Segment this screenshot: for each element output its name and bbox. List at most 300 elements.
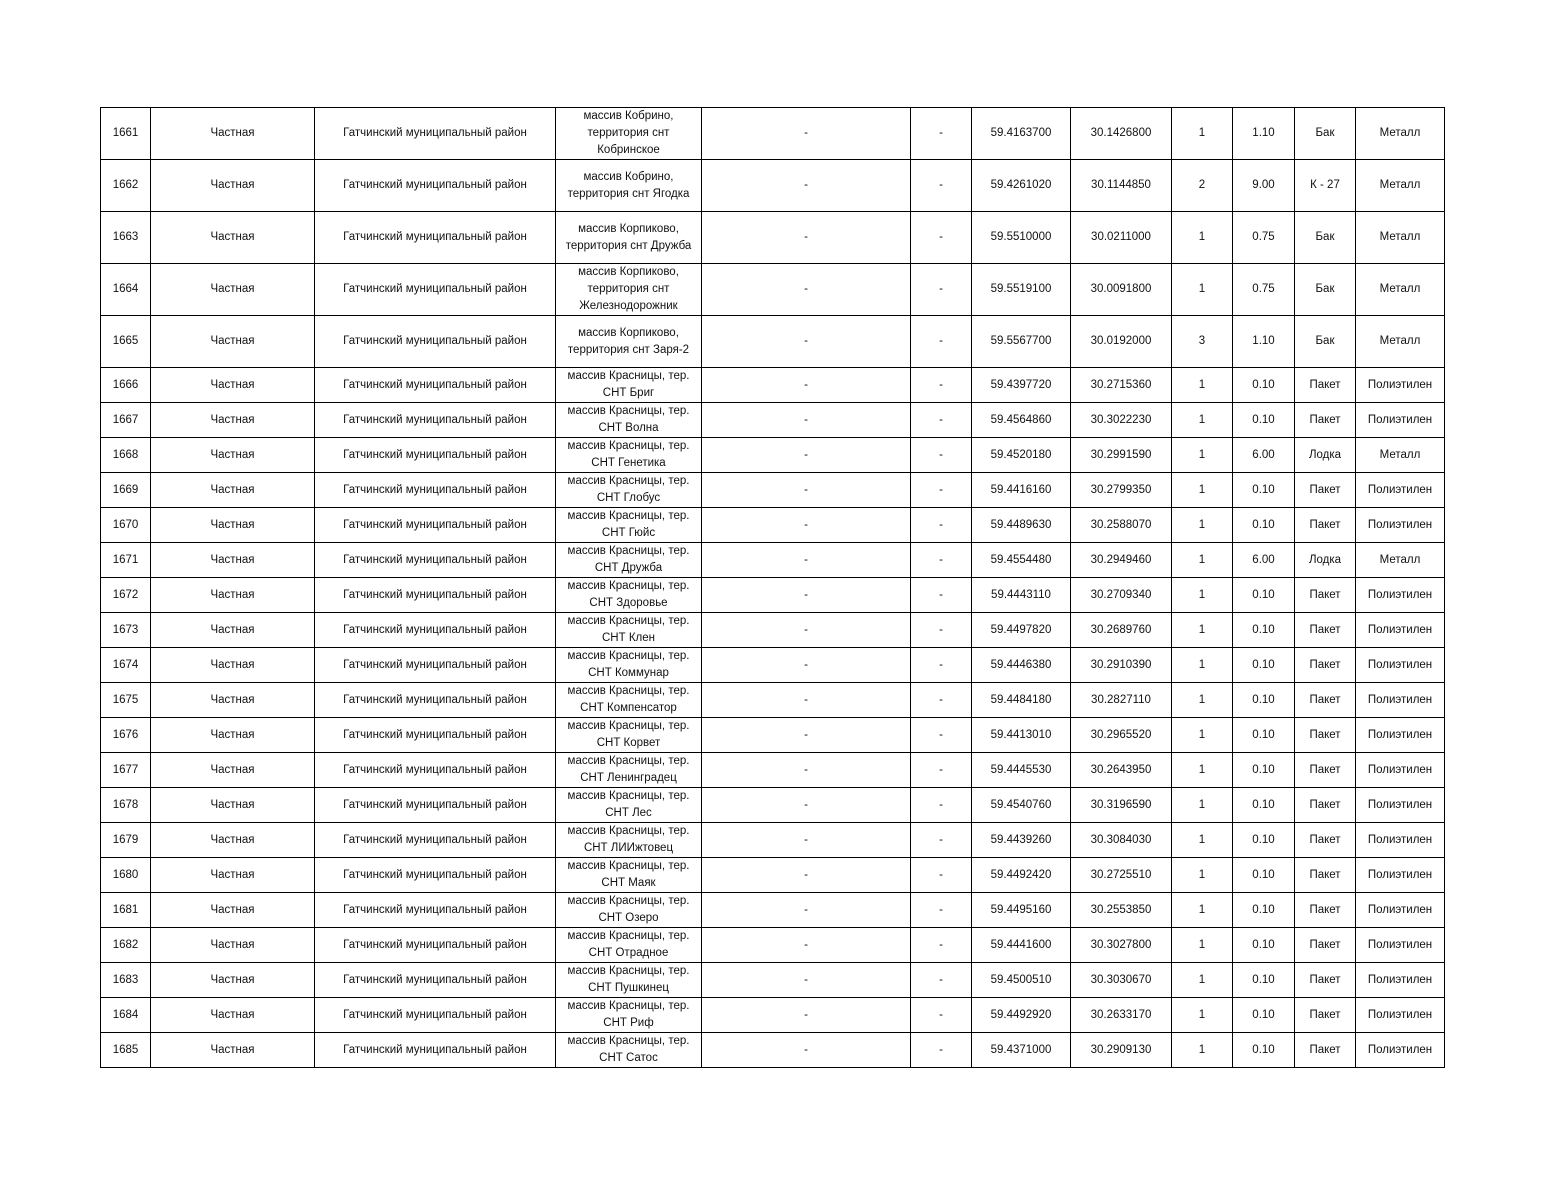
address-line: массив Красницы, тер. bbox=[567, 965, 690, 977]
address-line: СНТ Здоровье bbox=[589, 597, 668, 609]
cell-latitude: 59.4497820 bbox=[972, 613, 1071, 648]
cell-latitude: 59.4489630 bbox=[972, 508, 1071, 543]
cell-empty-dash: - bbox=[911, 893, 972, 928]
cell-address bbox=[556, 438, 702, 473]
cell-number: 1664 bbox=[101, 264, 151, 316]
cell-address bbox=[556, 108, 702, 160]
cell-latitude: 59.4495160 bbox=[972, 893, 1071, 928]
address-line: СНТ Сатос bbox=[599, 1052, 658, 1064]
cell-ownership: Частная bbox=[151, 473, 315, 508]
cell-container-count: 1 bbox=[1172, 212, 1233, 264]
cell-number: 1674 bbox=[101, 648, 151, 683]
cell-empty-dash: - bbox=[911, 718, 972, 753]
address-line: массив Красницы, тер. bbox=[567, 860, 690, 872]
cell-empty-dash: - bbox=[702, 578, 911, 613]
cell-longitude: 30.0211000 bbox=[1071, 212, 1172, 264]
cell-number: 1679 bbox=[101, 823, 151, 858]
address-line: СНТ Клен bbox=[602, 632, 655, 644]
cell-number: 1670 bbox=[101, 508, 151, 543]
cell-ownership: Частная bbox=[151, 613, 315, 648]
cell-district: Гатчинский муниципальный район bbox=[315, 578, 556, 613]
cell-material: Полиэтилен bbox=[1356, 998, 1445, 1033]
cell-longitude: 30.3030670 bbox=[1071, 963, 1172, 998]
cell-container-count: 1 bbox=[1172, 963, 1233, 998]
cell-address bbox=[556, 648, 702, 683]
cell-longitude: 30.2715360 bbox=[1071, 368, 1172, 403]
cell-ownership: Частная bbox=[151, 438, 315, 473]
cell-number: 1669 bbox=[101, 473, 151, 508]
cell-empty-dash: - bbox=[702, 648, 911, 683]
address-line: территория снт Ягодка bbox=[567, 187, 690, 200]
cell-latitude: 59.4441600 bbox=[972, 928, 1071, 963]
cell-container-count: 2 bbox=[1172, 160, 1233, 212]
cell-district: Гатчинский муниципальный район bbox=[315, 963, 556, 998]
cell-address bbox=[556, 473, 702, 508]
cell-latitude: 59.4484180 bbox=[972, 683, 1071, 718]
cell-number: 1667 bbox=[101, 403, 151, 438]
address-line: массив Красницы, тер. bbox=[567, 755, 690, 767]
cell-container-count: 1 bbox=[1172, 893, 1233, 928]
cell-volume: 0.10 bbox=[1233, 613, 1295, 648]
table-row bbox=[101, 788, 1445, 823]
cell-longitude: 30.2827110 bbox=[1071, 683, 1172, 718]
cell-empty-dash: - bbox=[911, 368, 972, 403]
cell-volume: 0.10 bbox=[1233, 928, 1295, 963]
cell-volume: 0.10 bbox=[1233, 718, 1295, 753]
address-line: СНТ ЛИИжтовец bbox=[583, 842, 674, 854]
cell-container-type: Пакет bbox=[1295, 823, 1356, 858]
cell-longitude: 30.2910390 bbox=[1071, 648, 1172, 683]
cell-container-count: 1 bbox=[1172, 648, 1233, 683]
cell-district: Гатчинский муниципальный район bbox=[315, 648, 556, 683]
cell-address bbox=[556, 823, 702, 858]
cell-number: 1662 bbox=[101, 160, 151, 212]
cell-address bbox=[556, 893, 702, 928]
address-line: СНТ Волна bbox=[598, 422, 659, 434]
cell-address bbox=[556, 753, 702, 788]
table-row bbox=[101, 264, 1445, 316]
cell-longitude: 30.2709340 bbox=[1071, 578, 1172, 613]
cell-number: 1668 bbox=[101, 438, 151, 473]
cell-longitude: 30.2689760 bbox=[1071, 613, 1172, 648]
cell-empty-dash: - bbox=[911, 928, 972, 963]
cell-container-type: Лодка bbox=[1295, 543, 1356, 578]
address-line: массив Кобрино, bbox=[583, 170, 674, 183]
cell-material: Полиэтилен bbox=[1356, 718, 1445, 753]
cell-address bbox=[556, 963, 702, 998]
cell-longitude: 30.2643950 bbox=[1071, 753, 1172, 788]
cell-container-count: 1 bbox=[1172, 1033, 1233, 1068]
cell-number: 1671 bbox=[101, 543, 151, 578]
cell-ownership: Частная bbox=[151, 160, 315, 212]
cell-material: Полиэтилен bbox=[1356, 683, 1445, 718]
cell-empty-dash: - bbox=[702, 858, 911, 893]
cell-container-count: 1 bbox=[1172, 578, 1233, 613]
waste-sites-table bbox=[100, 107, 1445, 1068]
cell-material: Полиэтилен bbox=[1356, 613, 1445, 648]
address-line: массив Красницы, тер. bbox=[567, 510, 690, 522]
table-row bbox=[101, 160, 1445, 212]
cell-latitude: 59.4445530 bbox=[972, 753, 1071, 788]
table-row bbox=[101, 403, 1445, 438]
cell-empty-dash: - bbox=[911, 212, 972, 264]
cell-material: Полиэтилен bbox=[1356, 823, 1445, 858]
cell-material: Полиэтилен bbox=[1356, 578, 1445, 613]
table-row bbox=[101, 473, 1445, 508]
cell-material: Металл bbox=[1356, 264, 1445, 316]
table-row bbox=[101, 858, 1445, 893]
cell-district: Гатчинский муниципальный район bbox=[315, 893, 556, 928]
cell-latitude: 59.4163700 bbox=[972, 108, 1071, 160]
cell-longitude: 30.3022230 bbox=[1071, 403, 1172, 438]
cell-empty-dash: - bbox=[702, 212, 911, 264]
table-row bbox=[101, 928, 1445, 963]
address-line: СНТ Пушкинец bbox=[588, 982, 669, 994]
cell-longitude: 30.0192000 bbox=[1071, 316, 1172, 368]
table-row bbox=[101, 613, 1445, 648]
address-line: массив Красницы, тер. bbox=[567, 615, 690, 627]
cell-container-type: Пакет bbox=[1295, 368, 1356, 403]
cell-number: 1672 bbox=[101, 578, 151, 613]
cell-address bbox=[556, 718, 702, 753]
cell-latitude: 59.5519100 bbox=[972, 264, 1071, 316]
cell-longitude: 30.2965520 bbox=[1071, 718, 1172, 753]
cell-empty-dash: - bbox=[702, 473, 911, 508]
cell-empty-dash: - bbox=[702, 788, 911, 823]
cell-ownership: Частная bbox=[151, 753, 315, 788]
address-line: массив Красницы, тер. bbox=[567, 1000, 690, 1012]
cell-longitude: 30.3027800 bbox=[1071, 928, 1172, 963]
table-row bbox=[101, 438, 1445, 473]
cell-empty-dash: - bbox=[702, 683, 911, 718]
table-row bbox=[101, 963, 1445, 998]
cell-longitude: 30.2949460 bbox=[1071, 543, 1172, 578]
cell-ownership: Частная bbox=[151, 316, 315, 368]
cell-empty-dash: - bbox=[702, 368, 911, 403]
cell-district: Гатчинский муниципальный район bbox=[315, 823, 556, 858]
cell-number: 1676 bbox=[101, 718, 151, 753]
cell-district: Гатчинский муниципальный район bbox=[315, 316, 556, 368]
cell-address bbox=[556, 858, 702, 893]
cell-address bbox=[556, 212, 702, 264]
cell-volume: 0.10 bbox=[1233, 648, 1295, 683]
cell-volume: 0.10 bbox=[1233, 578, 1295, 613]
address-line: СНТ Корвет bbox=[596, 737, 661, 749]
cell-longitude: 30.2991590 bbox=[1071, 438, 1172, 473]
address-line: СНТ Риф bbox=[603, 1017, 654, 1029]
table-row bbox=[101, 823, 1445, 858]
address-line: массив Корпиково, bbox=[578, 326, 679, 339]
cell-empty-dash: - bbox=[911, 578, 972, 613]
cell-address bbox=[556, 613, 702, 648]
cell-ownership: Частная bbox=[151, 718, 315, 753]
cell-container-type: Бак bbox=[1295, 108, 1356, 160]
address-line: массив Красницы, тер. bbox=[567, 720, 690, 732]
cell-district: Гатчинский муниципальный район bbox=[315, 543, 556, 578]
cell-district: Гатчинский муниципальный район bbox=[315, 718, 556, 753]
cell-latitude: 59.4492920 bbox=[972, 998, 1071, 1033]
cell-latitude: 59.4564860 bbox=[972, 403, 1071, 438]
cell-district: Гатчинский муниципальный район bbox=[315, 212, 556, 264]
address-line: массив Красницы, тер. bbox=[567, 895, 690, 907]
table-row bbox=[101, 108, 1445, 160]
cell-latitude: 59.4540760 bbox=[972, 788, 1071, 823]
table-row bbox=[101, 368, 1445, 403]
cell-ownership: Частная bbox=[151, 858, 315, 893]
cell-empty-dash: - bbox=[702, 508, 911, 543]
cell-empty-dash: - bbox=[911, 403, 972, 438]
table-row bbox=[101, 753, 1445, 788]
cell-volume: 1.10 bbox=[1233, 108, 1295, 160]
cell-empty-dash: - bbox=[702, 1033, 911, 1068]
address-line: территория снт bbox=[587, 127, 670, 139]
address-line: массив Кобрино, bbox=[583, 110, 674, 122]
address-line: СНТ Компенсатор bbox=[580, 702, 677, 714]
cell-container-type: Пакет bbox=[1295, 473, 1356, 508]
cell-empty-dash: - bbox=[702, 160, 911, 212]
cell-district: Гатчинский муниципальный район bbox=[315, 368, 556, 403]
cell-empty-dash: - bbox=[702, 753, 911, 788]
cell-latitude: 59.4416160 bbox=[972, 473, 1071, 508]
cell-empty-dash: - bbox=[702, 403, 911, 438]
cell-number: 1675 bbox=[101, 683, 151, 718]
cell-empty-dash: - bbox=[911, 963, 972, 998]
cell-address bbox=[556, 368, 702, 403]
address-line: массив Красницы, тер. bbox=[567, 790, 690, 802]
cell-material: Полиэтилен bbox=[1356, 753, 1445, 788]
address-line: Кобринское bbox=[597, 144, 660, 156]
cell-ownership: Частная bbox=[151, 578, 315, 613]
cell-volume: 0.10 bbox=[1233, 368, 1295, 403]
cell-longitude: 30.2725510 bbox=[1071, 858, 1172, 893]
cell-district: Гатчинский муниципальный район bbox=[315, 998, 556, 1033]
address-line: массив Красницы, тер. bbox=[567, 370, 690, 382]
cell-material: Металл bbox=[1356, 316, 1445, 368]
cell-number: 1683 bbox=[101, 963, 151, 998]
table-row bbox=[101, 316, 1445, 368]
cell-empty-dash: - bbox=[911, 788, 972, 823]
cell-volume: 0.10 bbox=[1233, 683, 1295, 718]
cell-ownership: Частная bbox=[151, 823, 315, 858]
cell-container-count: 1 bbox=[1172, 264, 1233, 316]
table-row bbox=[101, 683, 1445, 718]
cell-address bbox=[556, 543, 702, 578]
cell-longitude: 30.3084030 bbox=[1071, 823, 1172, 858]
cell-empty-dash: - bbox=[911, 316, 972, 368]
cell-volume: 0.10 bbox=[1233, 508, 1295, 543]
cell-address bbox=[556, 928, 702, 963]
cell-ownership: Частная bbox=[151, 403, 315, 438]
address-line: массив Корпиково, bbox=[578, 266, 679, 278]
cell-container-count: 1 bbox=[1172, 508, 1233, 543]
table-row bbox=[101, 998, 1445, 1033]
cell-empty-dash: - bbox=[911, 438, 972, 473]
cell-container-type: Пакет bbox=[1295, 578, 1356, 613]
cell-address bbox=[556, 998, 702, 1033]
address-line: СНТ Маяк bbox=[601, 877, 656, 889]
address-line: СНТ Глобус bbox=[596, 492, 661, 504]
cell-ownership: Частная bbox=[151, 108, 315, 160]
cell-number: 1678 bbox=[101, 788, 151, 823]
address-line: массив Красницы, тер. bbox=[567, 475, 690, 487]
address-line: массив Красницы, тер. bbox=[567, 825, 690, 837]
cell-empty-dash: - bbox=[911, 683, 972, 718]
cell-district: Гатчинский муниципальный район bbox=[315, 788, 556, 823]
cell-volume: 0.75 bbox=[1233, 264, 1295, 316]
cell-empty-dash: - bbox=[702, 823, 911, 858]
cell-container-type: Пакет bbox=[1295, 893, 1356, 928]
table-row bbox=[101, 718, 1445, 753]
cell-district: Гатчинский муниципальный район bbox=[315, 508, 556, 543]
address-line: массив Красницы, тер. bbox=[567, 440, 690, 452]
cell-container-type: Пакет bbox=[1295, 508, 1356, 543]
cell-number: 1661 bbox=[101, 108, 151, 160]
cell-volume: 0.10 bbox=[1233, 998, 1295, 1033]
cell-material: Металл bbox=[1356, 160, 1445, 212]
cell-material: Полиэтилен bbox=[1356, 788, 1445, 823]
cell-material: Металл bbox=[1356, 212, 1445, 264]
cell-district: Гатчинский муниципальный район bbox=[315, 264, 556, 316]
cell-address bbox=[556, 316, 702, 368]
cell-material: Полиэтилен bbox=[1356, 893, 1445, 928]
cell-container-count: 1 bbox=[1172, 823, 1233, 858]
cell-empty-dash: - bbox=[911, 160, 972, 212]
cell-number: 1680 bbox=[101, 858, 151, 893]
cell-container-type: Пакет bbox=[1295, 613, 1356, 648]
address-line: СНТ Гюйс bbox=[601, 527, 656, 539]
cell-district: Гатчинский муниципальный район bbox=[315, 753, 556, 788]
cell-container-type: Пакет bbox=[1295, 403, 1356, 438]
cell-empty-dash: - bbox=[702, 928, 911, 963]
cell-empty-dash: - bbox=[911, 1033, 972, 1068]
address-line: массив Красницы, тер. bbox=[567, 405, 690, 417]
cell-district: Гатчинский муниципальный район bbox=[315, 108, 556, 160]
cell-container-count: 1 bbox=[1172, 753, 1233, 788]
cell-latitude: 59.5510000 bbox=[972, 212, 1071, 264]
cell-ownership: Частная bbox=[151, 893, 315, 928]
cell-ownership: Частная bbox=[151, 212, 315, 264]
address-line: СНТ Коммунар bbox=[588, 667, 669, 679]
address-line: СНТ Отрадное bbox=[588, 947, 669, 959]
cell-address bbox=[556, 578, 702, 613]
address-line: массив Красницы, тер. bbox=[567, 685, 690, 697]
cell-empty-dash: - bbox=[911, 508, 972, 543]
cell-empty-dash: - bbox=[702, 718, 911, 753]
cell-container-type: Бак bbox=[1295, 212, 1356, 264]
cell-empty-dash: - bbox=[911, 858, 972, 893]
cell-volume: 0.10 bbox=[1233, 963, 1295, 998]
cell-container-count: 1 bbox=[1172, 683, 1233, 718]
cell-district: Гатчинский муниципальный район bbox=[315, 160, 556, 212]
cell-volume: 0.10 bbox=[1233, 823, 1295, 858]
address-line: территория снт bbox=[587, 283, 670, 295]
table-row bbox=[101, 1033, 1445, 1068]
cell-container-type: Пакет bbox=[1295, 718, 1356, 753]
cell-container-type: Пакет bbox=[1295, 753, 1356, 788]
cell-latitude: 59.4554480 bbox=[972, 543, 1071, 578]
cell-district: Гатчинский муниципальный район bbox=[315, 613, 556, 648]
cell-volume: 0.10 bbox=[1233, 473, 1295, 508]
cell-longitude: 30.2553850 bbox=[1071, 893, 1172, 928]
cell-container-type: К - 27 bbox=[1295, 160, 1356, 212]
cell-container-count: 1 bbox=[1172, 928, 1233, 963]
cell-container-count: 1 bbox=[1172, 613, 1233, 648]
cell-container-count: 1 bbox=[1172, 473, 1233, 508]
cell-empty-dash: - bbox=[702, 963, 911, 998]
cell-volume: 0.10 bbox=[1233, 858, 1295, 893]
cell-address bbox=[556, 508, 702, 543]
cell-volume: 0.10 bbox=[1233, 403, 1295, 438]
cell-container-type: Бак bbox=[1295, 316, 1356, 368]
table-row bbox=[101, 543, 1445, 578]
cell-address bbox=[556, 403, 702, 438]
cell-empty-dash: - bbox=[911, 613, 972, 648]
cell-container-count: 1 bbox=[1172, 788, 1233, 823]
cell-number: 1673 bbox=[101, 613, 151, 648]
cell-district: Гатчинский муниципальный район bbox=[315, 928, 556, 963]
cell-container-type: Пакет bbox=[1295, 1033, 1356, 1068]
cell-latitude: 59.4492420 bbox=[972, 858, 1071, 893]
cell-district: Гатчинский муниципальный район bbox=[315, 473, 556, 508]
address-line: массив Красницы, тер. bbox=[567, 1035, 690, 1047]
cell-district: Гатчинский муниципальный район bbox=[315, 1033, 556, 1068]
cell-container-count: 1 bbox=[1172, 543, 1233, 578]
cell-latitude: 59.4439260 bbox=[972, 823, 1071, 858]
cell-material: Полиэтилен bbox=[1356, 403, 1445, 438]
cell-district: Гатчинский муниципальный район bbox=[315, 438, 556, 473]
cell-ownership: Частная bbox=[151, 928, 315, 963]
cell-empty-dash: - bbox=[911, 543, 972, 578]
cell-longitude: 30.1144850 bbox=[1071, 160, 1172, 212]
cell-material: Полиэтилен bbox=[1356, 473, 1445, 508]
cell-material: Металл bbox=[1356, 108, 1445, 160]
cell-empty-dash: - bbox=[911, 648, 972, 683]
cell-volume: 0.75 bbox=[1233, 212, 1295, 264]
cell-container-count: 1 bbox=[1172, 368, 1233, 403]
cell-latitude: 59.4520180 bbox=[972, 438, 1071, 473]
cell-latitude: 59.4371000 bbox=[972, 1033, 1071, 1068]
address-line: Железнодорожник bbox=[579, 300, 678, 312]
cell-longitude: 30.3196590 bbox=[1071, 788, 1172, 823]
cell-district: Гатчинский муниципальный район bbox=[315, 403, 556, 438]
cell-container-type: Лодка bbox=[1295, 438, 1356, 473]
cell-ownership: Частная bbox=[151, 543, 315, 578]
cell-empty-dash: - bbox=[702, 543, 911, 578]
address-line: СНТ Дружба bbox=[594, 562, 663, 574]
cell-container-type: Бак bbox=[1295, 264, 1356, 316]
cell-container-count: 1 bbox=[1172, 998, 1233, 1033]
table-row bbox=[101, 508, 1445, 543]
table-row bbox=[101, 648, 1445, 683]
cell-ownership: Частная bbox=[151, 1033, 315, 1068]
cell-container-type: Пакет bbox=[1295, 788, 1356, 823]
cell-district: Гатчинский муниципальный район bbox=[315, 683, 556, 718]
cell-volume: 1.10 bbox=[1233, 316, 1295, 368]
cell-material: Полиэтилен bbox=[1356, 858, 1445, 893]
cell-longitude: 30.2799350 bbox=[1071, 473, 1172, 508]
cell-empty-dash: - bbox=[911, 753, 972, 788]
cell-volume: 0.10 bbox=[1233, 1033, 1295, 1068]
cell-number: 1666 bbox=[101, 368, 151, 403]
cell-container-count: 1 bbox=[1172, 403, 1233, 438]
cell-container-type: Пакет bbox=[1295, 928, 1356, 963]
cell-address bbox=[556, 264, 702, 316]
cell-empty-dash: - bbox=[911, 823, 972, 858]
cell-address bbox=[556, 683, 702, 718]
cell-container-count: 1 bbox=[1172, 718, 1233, 753]
cell-material: Полиэтилен bbox=[1356, 368, 1445, 403]
cell-address bbox=[556, 788, 702, 823]
